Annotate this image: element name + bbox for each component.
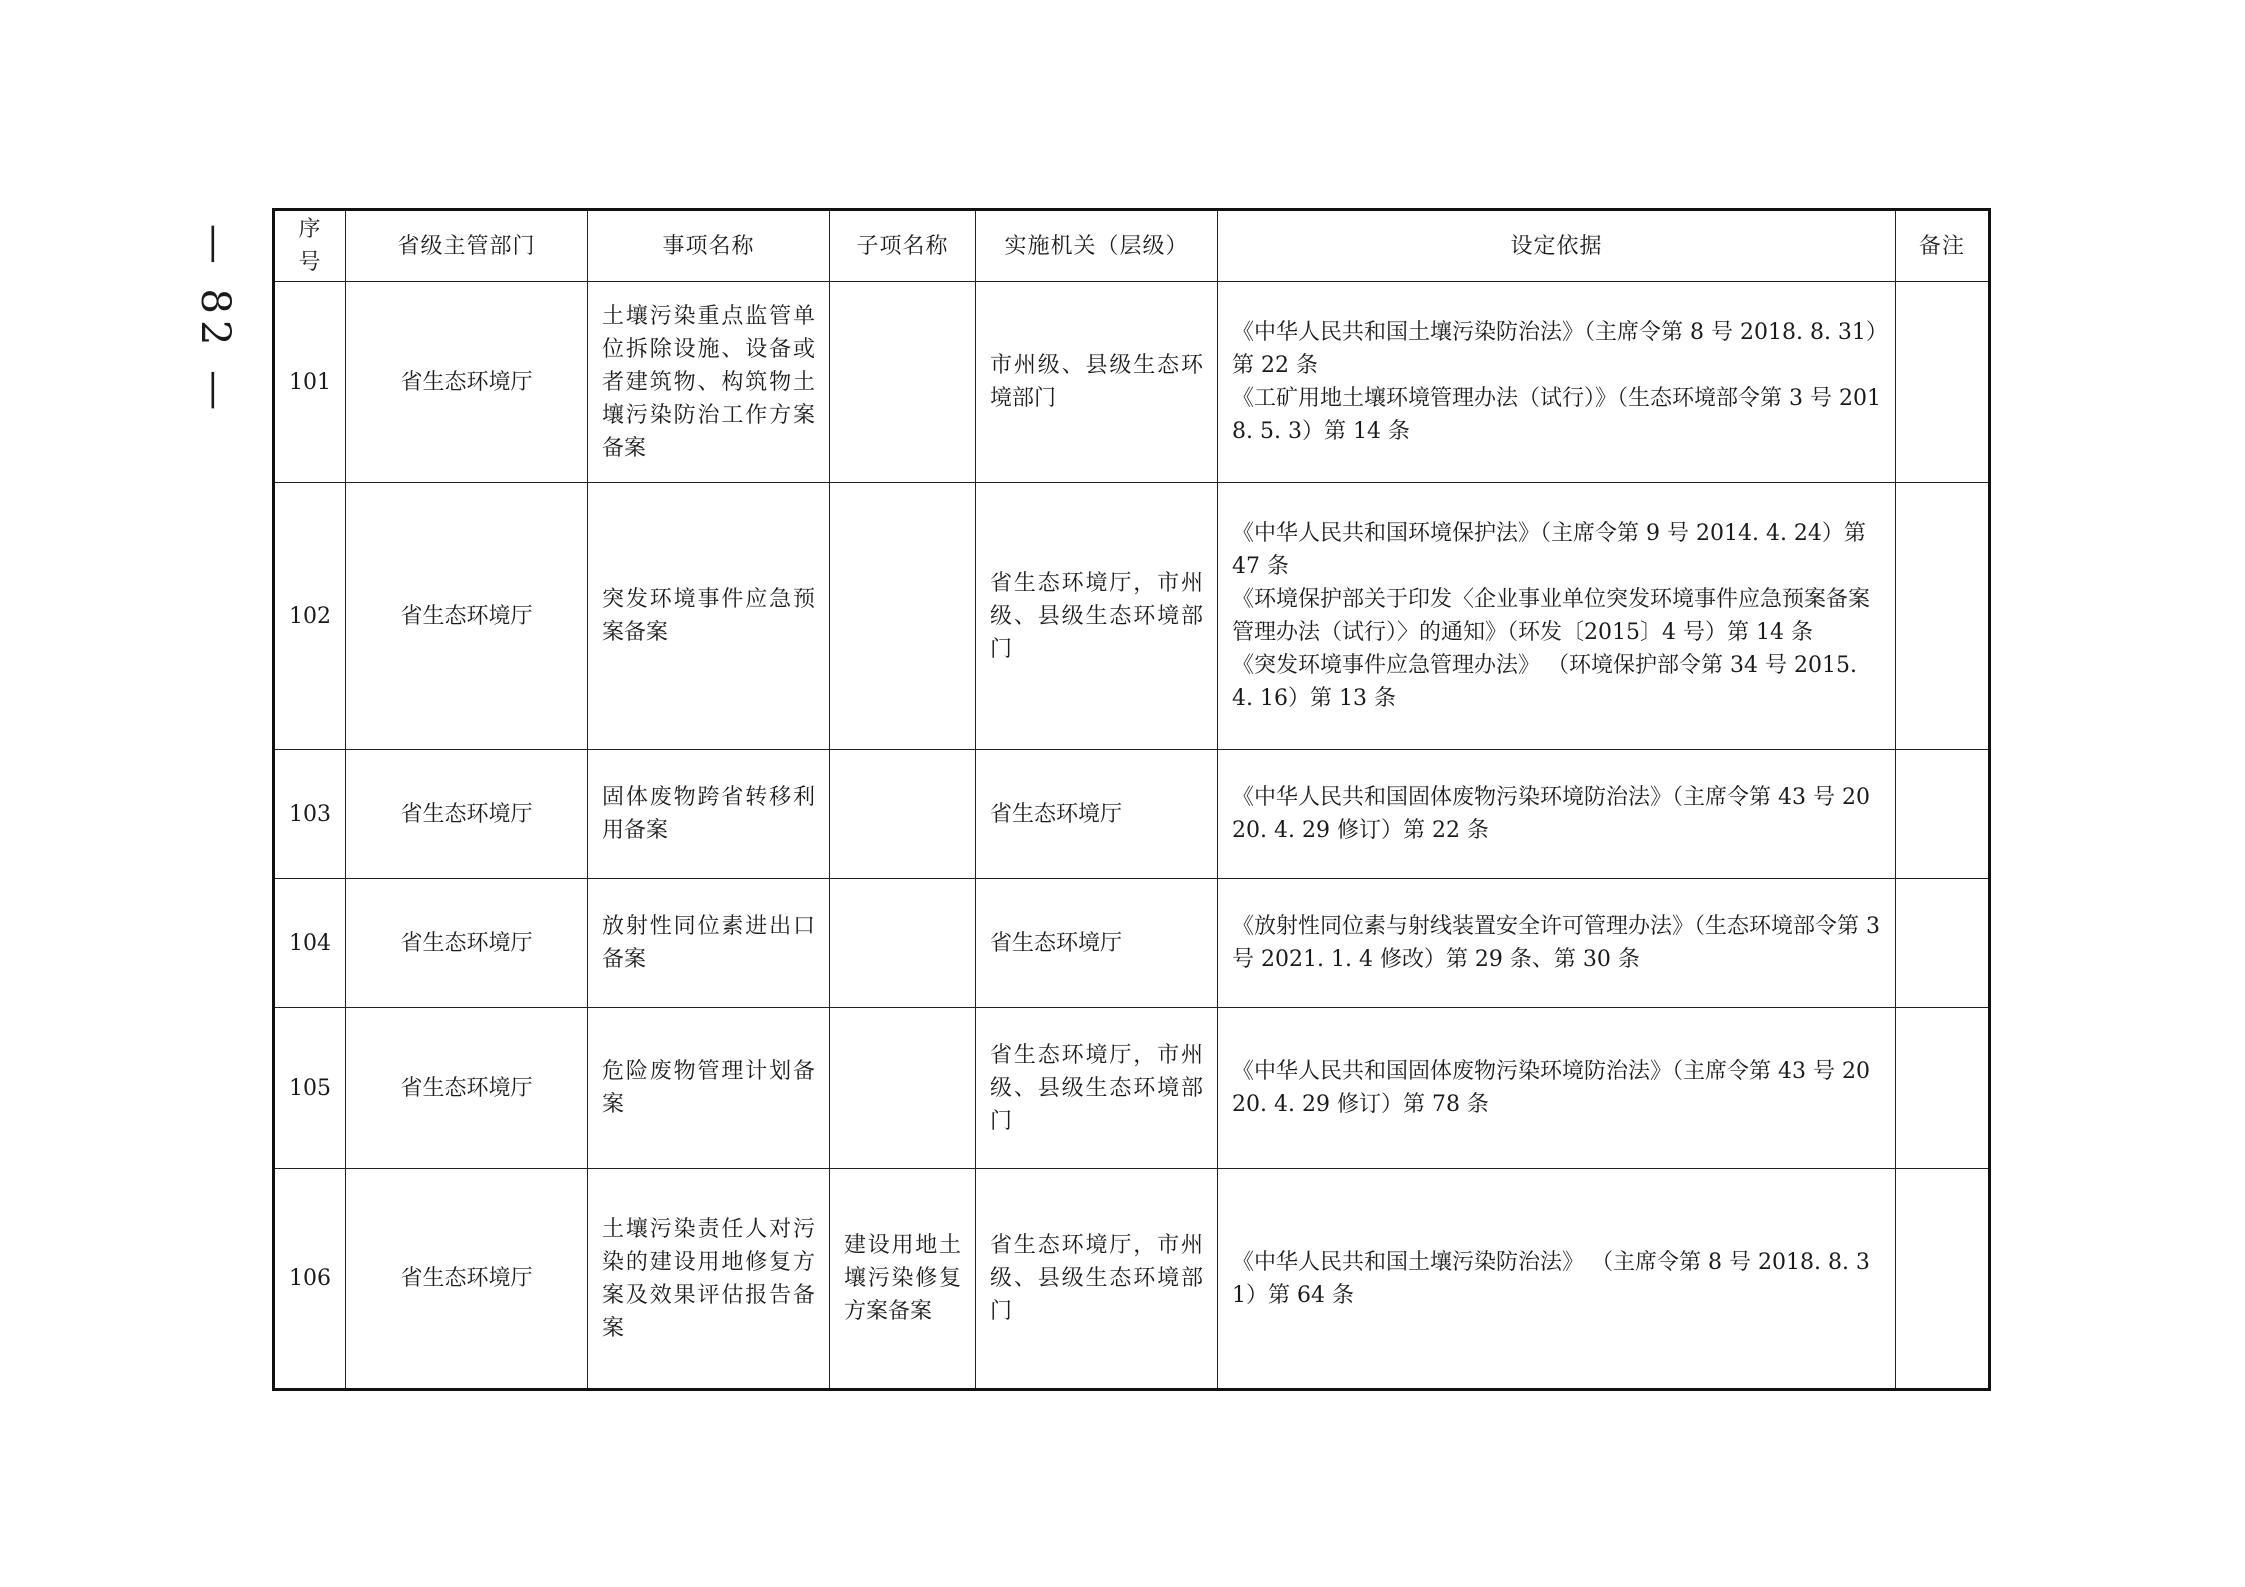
basis-line: 《中华人民共和国固体废物污染环境防治法》（主席令第 43 号 2020. 4. 29 修订）第 78 条: [1232, 1059, 1870, 1117]
cell-subitem: [830, 282, 976, 483]
header-row: [274, 210, 1990, 282]
cell-subitem: [830, 750, 976, 879]
cell-agency: 省生态环境厅: [976, 750, 1218, 879]
cell-no: 104: [274, 879, 346, 1008]
header-no: 序号: [274, 210, 346, 282]
cell-agency: 省生态环境厅，市州级、县级生态环境部门: [976, 1008, 1218, 1169]
cell-item: 土壤污染重点监管单位拆除设施、设备或者建筑物、构筑物土壤污染防治工作方案备案: [588, 282, 830, 483]
cell-no: 101: [274, 282, 346, 483]
cell-remark: [1896, 1169, 1990, 1390]
cell-dept: 省生态环境厅: [346, 1169, 588, 1390]
cell-no: 103: [274, 750, 346, 879]
filing-items-table: [272, 208, 1991, 1391]
header-subitem: 子项名称: [830, 210, 976, 282]
header-basis: 设定依据: [1218, 210, 1896, 282]
basis-line: 《工矿用地土壤环境管理办法（试行）》（生态环境部令第 3 号 2018. 5. 3）第 14 条: [1232, 386, 1881, 444]
cell-basis: [1218, 750, 1896, 879]
cell-remark: [1896, 750, 1990, 879]
cell-item: 固体废物跨省转移利用备案: [588, 750, 830, 879]
basis-line: 《中华人民共和国环境保护法》（主席令第 9 号 2014. 4. 24）第 47 条: [1232, 521, 1866, 579]
cell-dept: 省生态环境厅: [346, 1008, 588, 1169]
basis-line: 《环境保护部关于印发〈企业事业单位突发环境事件应急预案备案管理办法（试行）〉的通知》（环发〔2015〕4 号）第 14 条: [1232, 587, 1871, 645]
cell-item: 危险废物管理计划备案: [588, 1008, 830, 1169]
basis-line: 《放射性同位素与射线装置安全许可管理办法》（生态环境部令第 3 号 2021. 1. 4 修改）第 29 条、第 30 条: [1232, 914, 1880, 972]
cell-no: 105: [274, 1008, 346, 1169]
table-row: [274, 879, 1990, 1008]
basis-line: 《中华人民共和国固体废物污染环境防治法》（主席令第 43 号 2020. 4. 29 修订）第 22 条: [1232, 785, 1870, 843]
cell-agency: 省生态环境厅: [976, 879, 1218, 1008]
page-number: [180, 223, 250, 417]
header-agency: 实施机关（层级）: [976, 210, 1218, 282]
table-row: [274, 750, 1990, 879]
cell-subitem: [830, 879, 976, 1008]
header-dept: 省级主管部门: [346, 210, 588, 282]
cell-no: 106: [274, 1169, 346, 1390]
cell-remark: [1896, 1008, 1990, 1169]
header-remark: 备注: [1896, 210, 1990, 282]
cell-item: 突发环境事件应急预案备案: [588, 483, 830, 750]
cell-remark: [1896, 282, 1990, 483]
basis-line: 《突发环境事件应急管理办法》 （环境保护部令第 34 号 2015. 4. 16）第 13 条: [1232, 653, 1857, 711]
cell-remark: [1896, 879, 1990, 1008]
cell-dept: 省生态环境厅: [346, 483, 588, 750]
basis-line: 《中华人民共和国土壤污染防治法》 （主席令第 8 号 2018. 8. 31）第 64 条: [1232, 1249, 1870, 1308]
cell-agency: 省生态环境厅，市州级、县级生态环境部门: [976, 483, 1218, 750]
cell-dept: 省生态环境厅: [346, 750, 588, 879]
header-item: 事项名称: [588, 210, 830, 282]
cell-agency: 市州级、县级生态环境部门: [976, 282, 1218, 483]
cell-item: 土壤污染责任人对污染的建设用地修复方案及效果评估报告备案: [588, 1169, 830, 1390]
cell-basis: [1218, 1008, 1896, 1169]
cell-subitem: [830, 1008, 976, 1169]
table-row: [274, 1008, 1990, 1169]
cell-basis: [1218, 879, 1896, 1008]
cell-item: 放射性同位素进出口备案: [588, 879, 830, 1008]
cell-dept: 省生态环境厅: [346, 282, 588, 483]
table-row: [274, 282, 1990, 483]
cell-basis: [1218, 282, 1896, 483]
page-number-text: — 82 —: [192, 223, 239, 417]
cell-remark: [1896, 483, 1990, 750]
table-row: [274, 483, 1990, 750]
basis-line: 《中华人民共和国土壤污染防治法》（主席令第 8 号 2018. 8. 31）第 22 条: [1232, 320, 1877, 378]
cell-basis: [1218, 483, 1896, 750]
cell-subitem: 建设用地土壤污染修复方案备案: [830, 1169, 976, 1390]
cell-no: 102: [274, 483, 346, 750]
cell-subitem: [830, 483, 976, 750]
cell-basis: [1218, 1169, 1896, 1390]
cell-agency: 省生态环境厅，市州级、县级生态环境部门: [976, 1169, 1218, 1390]
cell-dept: 省生态环境厅: [346, 879, 588, 1008]
table-row: [274, 1169, 1990, 1390]
